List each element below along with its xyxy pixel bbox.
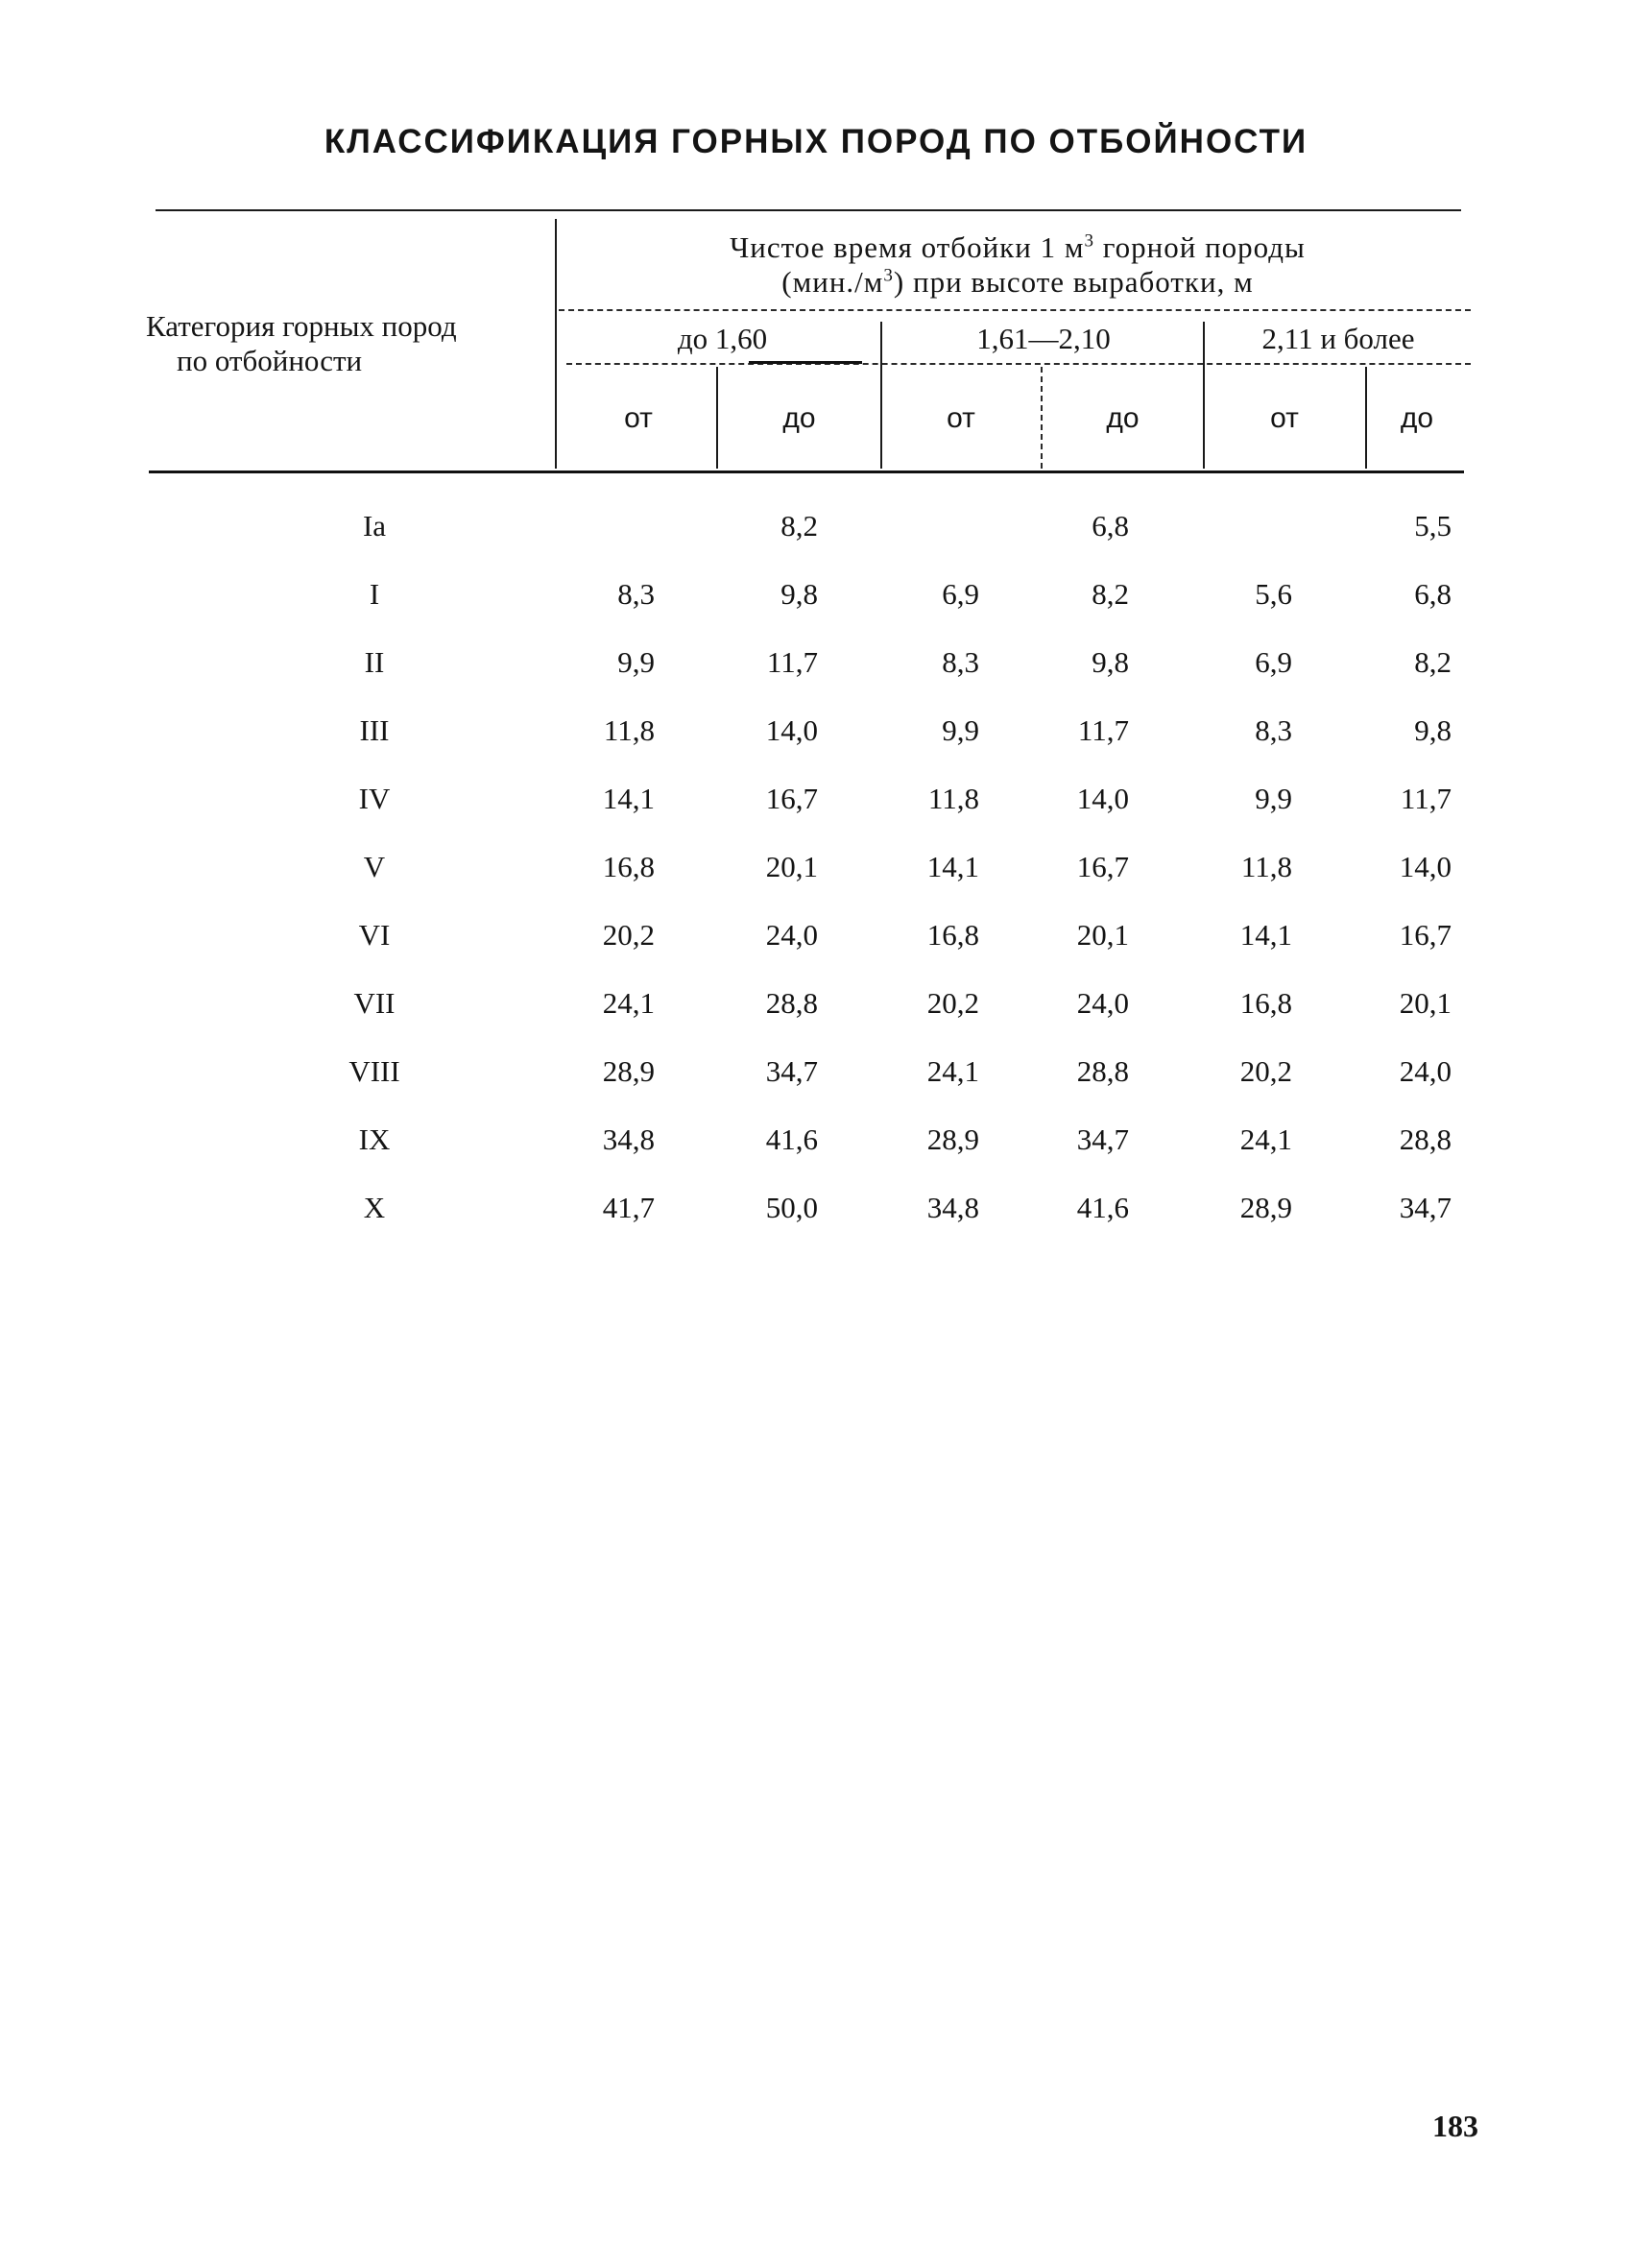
- row-value: 8,3: [1255, 713, 1292, 747]
- row-value: 9,8: [780, 577, 818, 611]
- row-value: 14,0: [1076, 782, 1129, 815]
- category-header-line2: по отбойности: [177, 344, 363, 377]
- row-category: IX: [358, 1122, 391, 1156]
- row-category: III: [359, 713, 390, 747]
- row-value: 20,2: [602, 918, 655, 952]
- category-header-line1: Категория горных пород: [146, 309, 457, 343]
- subcol-header-to: до: [782, 402, 816, 434]
- row-value: 11,7: [766, 645, 818, 679]
- subcol-header-from: от: [1270, 402, 1299, 434]
- subcol-header-to: до: [1400, 402, 1434, 434]
- row-value: 6,8: [1092, 509, 1129, 543]
- row-category: I: [369, 577, 380, 611]
- row-value: 34,8: [926, 1191, 979, 1224]
- row-value: 14,1: [926, 850, 979, 883]
- page-number: 183: [1432, 2109, 1478, 2143]
- row-value: 5,6: [1255, 577, 1292, 611]
- row-value: 9,9: [617, 645, 655, 679]
- page-title: КЛАССИФИКАЦИЯ ГОРНЫХ ПОРОД ПО ОТБОЙНОСТИ: [324, 123, 1308, 160]
- row-value: 16,7: [1076, 850, 1129, 883]
- table-header-rule: [149, 470, 1464, 473]
- row-category: VIII: [348, 1054, 400, 1088]
- row-value: 24,1: [602, 986, 655, 1020]
- row-value: 34,7: [1076, 1122, 1129, 1156]
- row-category: V: [363, 850, 386, 883]
- row-value: 14,0: [1399, 850, 1452, 883]
- row-value: 9,8: [1092, 645, 1129, 679]
- row-value: 11,7: [1077, 713, 1129, 747]
- subcol-header-to: до: [1106, 402, 1140, 434]
- row-value: 50,0: [765, 1191, 818, 1224]
- row-value: 28,9: [926, 1122, 979, 1156]
- row-value: 14,1: [602, 782, 655, 815]
- row-value: 20,2: [1239, 1054, 1292, 1088]
- row-value: 16,7: [765, 782, 818, 815]
- row-value: 14,1: [1239, 918, 1292, 952]
- row-value: 14,0: [765, 713, 818, 747]
- group-header-line2-post: ) при высоте выработки, м: [893, 265, 1254, 299]
- row-value: 16,8: [926, 918, 979, 952]
- row-value: 41,6: [1076, 1191, 1129, 1224]
- row-value: 34,8: [602, 1122, 655, 1156]
- subcol-divider-3: [1365, 367, 1367, 469]
- category-column-header: [146, 309, 559, 378]
- table-top-rule: [156, 209, 1461, 211]
- row-value: 6,9: [1255, 645, 1292, 679]
- subcol-header-from: от: [624, 402, 653, 434]
- group-header-line2-pre: (мин./м: [781, 265, 884, 299]
- row-category: Ia: [362, 509, 387, 543]
- group-header-line1-post: горной породы: [1093, 230, 1306, 264]
- row-value: 9,9: [1255, 782, 1292, 815]
- cubic-superscript: 3: [883, 265, 894, 286]
- row-value: 28,9: [1239, 1191, 1292, 1224]
- subcol-divider-1: [716, 367, 718, 469]
- height-range-header: 2,11 и более: [1261, 322, 1415, 355]
- row-value: 11,7: [1400, 782, 1452, 815]
- row-value: 16,8: [1239, 986, 1292, 1020]
- height-range-header: до 1,60: [677, 322, 768, 355]
- row-value: 8,3: [617, 577, 655, 611]
- time-group-header: [576, 230, 1459, 300]
- row-value: 28,8: [1399, 1122, 1452, 1156]
- row-value: 24,1: [1239, 1122, 1292, 1156]
- group-header-line1: [576, 230, 1459, 265]
- row-value: 41,7: [602, 1191, 655, 1224]
- row-value: 20,1: [1076, 918, 1129, 952]
- row-category: VII: [353, 986, 396, 1020]
- row-value: 34,7: [765, 1054, 818, 1088]
- row-value: 24,0: [765, 918, 818, 952]
- row-value: 28,9: [602, 1054, 655, 1088]
- row-category: II: [364, 645, 385, 679]
- row-value: 6,9: [942, 577, 979, 611]
- row-value: 16,7: [1399, 918, 1452, 952]
- row-category: VI: [358, 918, 391, 952]
- row-value: 9,9: [942, 713, 979, 747]
- range-header-rule: [566, 363, 1471, 365]
- row-value: 11,8: [603, 713, 655, 747]
- row-value: 20,2: [926, 986, 979, 1020]
- cubic-superscript: 3: [1084, 230, 1094, 252]
- row-value: 24,0: [1076, 986, 1129, 1020]
- row-value: 16,8: [602, 850, 655, 883]
- group-header-line1-pre: Чистое время отбойки 1 м: [730, 230, 1085, 264]
- row-value: 41,6: [765, 1122, 818, 1156]
- row-value: 28,8: [765, 986, 818, 1020]
- row-value: 20,1: [765, 850, 818, 883]
- range-divider-1: [880, 322, 882, 469]
- subcol-header-from: от: [947, 402, 975, 434]
- row-value: 9,8: [1414, 713, 1452, 747]
- range-1-underline: [749, 361, 862, 364]
- row-value: 28,8: [1076, 1054, 1129, 1088]
- row-value: 11,8: [927, 782, 979, 815]
- row-category: X: [363, 1191, 386, 1224]
- row-value: 8,2: [1414, 645, 1452, 679]
- subcol-divider-2: [1041, 367, 1043, 469]
- row-value: 8,3: [942, 645, 979, 679]
- row-value: 8,2: [1092, 577, 1129, 611]
- row-value: 5,5: [1414, 509, 1452, 543]
- group-header-line2: [576, 265, 1459, 300]
- row-value: 8,2: [780, 509, 818, 543]
- row-value: 24,0: [1399, 1054, 1452, 1088]
- row-value: 24,1: [926, 1054, 979, 1088]
- row-category: IV: [358, 782, 391, 815]
- row-value: 20,1: [1399, 986, 1452, 1020]
- height-range-header: 1,61—2,10: [976, 322, 1111, 355]
- group-header-rule: [559, 309, 1471, 311]
- range-divider-2: [1203, 322, 1205, 469]
- row-value: 6,8: [1414, 577, 1452, 611]
- row-value: 11,8: [1240, 850, 1292, 883]
- row-value: 34,7: [1399, 1191, 1452, 1224]
